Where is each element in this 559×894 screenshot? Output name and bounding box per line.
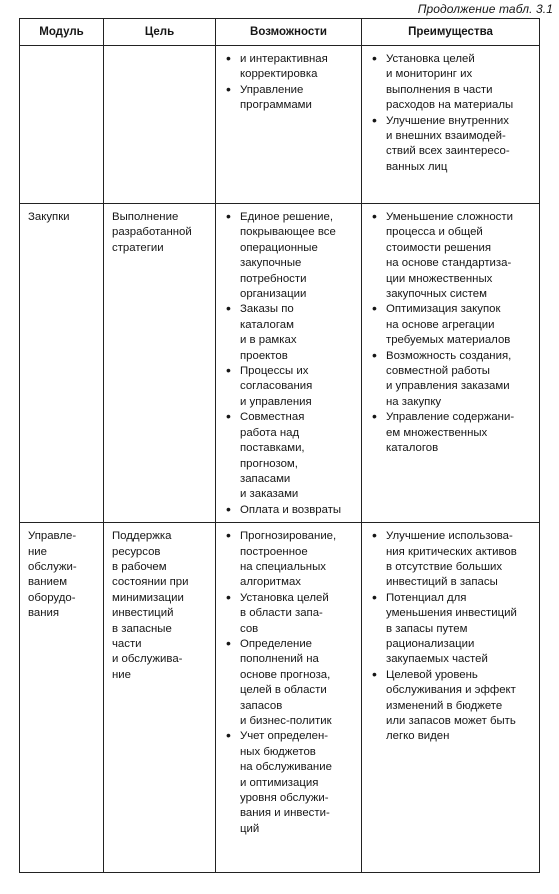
goal-cell-line: минимизации [112, 591, 184, 604]
goal-cell-line: Поддержка [112, 530, 172, 543]
features-cell [216, 523, 362, 873]
feature-item [224, 503, 355, 518]
benefit-item-line: обслуживания и эффект [386, 684, 516, 697]
goal-cell [104, 46, 216, 204]
features-cell [216, 46, 362, 204]
benefit-item-line: ем множественных [386, 426, 488, 439]
benefit-item-line: совместной работы [386, 365, 490, 378]
feature-item-line: корректировка [240, 68, 318, 81]
header-benefits: Преимущества [362, 19, 540, 46]
feature-item-line: • Единое решение, [240, 211, 334, 223]
benefit-item-line: на основе стандартиза- [386, 257, 512, 270]
feature-item-line: потребности [240, 272, 307, 285]
feature-item-line: прогнозом, [240, 457, 298, 470]
benefit-item [370, 410, 533, 456]
module-cell-line: Управле- [28, 530, 77, 543]
feature-item [224, 729, 355, 837]
goal-cell-line: в запасные [112, 622, 172, 635]
benefit-item-line: ствий всех заинтересо- [386, 145, 510, 158]
benefit-item-line: инвестиций в запасы [386, 576, 498, 589]
feature-item [224, 52, 355, 83]
benefits-list [370, 529, 533, 745]
benefit-item-line: • Уменьшение сложности [386, 211, 513, 223]
goal-cell-line: части [112, 637, 142, 650]
benefit-item-line: легко виден [386, 730, 450, 743]
feature-item [224, 529, 355, 591]
comparison-table [19, 18, 540, 873]
feature-item-line: основе прогноза, [240, 668, 331, 681]
feature-item-line: запасами [240, 472, 291, 485]
goal-cell-line: Выполнение [112, 211, 179, 223]
benefit-item-line: стоимости решения [386, 241, 492, 254]
benefit-item-line: рационализации [386, 637, 475, 650]
feature-item [224, 591, 355, 637]
table-header-row [20, 19, 540, 46]
feature-item-line: согласования [240, 380, 313, 393]
feature-item-line: • Определение [240, 637, 313, 650]
module-cell-line: ванием [28, 576, 68, 589]
table-continuation-caption: Продолжение табл. 3.1 [417, 2, 553, 16]
features-list [224, 210, 355, 518]
benefits-list [370, 52, 533, 175]
benefit-item-line: расходов на материалы [386, 99, 514, 112]
feature-item-line: • Процессы их [240, 365, 309, 378]
feature-item-line: пополнений на [240, 653, 319, 666]
module-cell-line: Закупки [28, 211, 70, 223]
module-cell [20, 523, 104, 873]
module-cell-line: ние [28, 545, 47, 558]
feature-item-line: сов [240, 622, 259, 635]
benefit-item-line: ния критических активов [386, 545, 517, 558]
benefit-item-line: выполнения в части [386, 83, 493, 96]
benefit-item-line: процесса и общей [386, 226, 483, 239]
benefit-item [370, 114, 533, 176]
feature-item-line: и управления [240, 395, 312, 408]
benefit-item [370, 529, 533, 591]
benefit-item-line: закупаемых частей [386, 653, 488, 666]
module-cell-line: оборудо- [28, 591, 76, 604]
feature-item-line: и заказами [240, 488, 299, 501]
benefit-item [370, 591, 533, 668]
feature-item-line: поставками, [240, 442, 305, 455]
benefit-item-line: закупочных систем [386, 288, 487, 301]
feature-item-line: покрывающее все [240, 226, 336, 239]
feature-item-line: • Заказы по [240, 303, 294, 316]
feature-item-line: вания и инвести- [240, 807, 330, 820]
goal-cell-line: состоянии при [112, 576, 189, 589]
header-features: Возможности [216, 19, 362, 46]
benefit-item [370, 302, 533, 348]
feature-item-line: целей в области [240, 684, 327, 697]
feature-item-line: закупочные [240, 257, 302, 270]
benefit-item-line: • Возможность создания, [386, 349, 512, 362]
features-cell [216, 204, 362, 523]
goal-cell-line: инвестиций [112, 607, 174, 620]
feature-item-line: на обслуживание [240, 761, 332, 774]
table-row [20, 46, 540, 204]
feature-item [224, 302, 355, 364]
benefit-item-line: или запасов может быть [386, 715, 516, 727]
feature-item-line: • Учет определен- [240, 730, 329, 743]
benefit-item-line: и мониторинг их [386, 68, 473, 81]
features-list [224, 52, 355, 114]
feature-item-line: • Совместная [240, 411, 305, 424]
feature-item-line: построенное [240, 545, 308, 558]
benefit-item-line: • Управление содержани- [386, 411, 515, 424]
feature-item-line: • Установка целей [240, 591, 329, 604]
goal-cell [104, 523, 216, 873]
module-cell [20, 46, 104, 204]
goal-cell-line: ние [112, 668, 131, 681]
table-row [20, 523, 540, 873]
benefit-item [370, 349, 533, 411]
feature-item-line: работа над [240, 426, 300, 439]
benefit-item-line: • Улучшение использова- [386, 530, 513, 543]
feature-item-line: проектов [240, 349, 288, 362]
feature-item [224, 210, 355, 302]
benefits-cell [362, 46, 540, 204]
goal-cell-line: и обслужива- [112, 653, 183, 666]
benefits-list [370, 210, 533, 457]
benefit-item-line: на основе агрегации [386, 318, 495, 331]
feature-item-line: • Прогнозирование, [240, 530, 337, 543]
table-row [20, 204, 540, 523]
goal-cell-line: в рабочем [112, 560, 167, 573]
feature-item-line: • Управление [240, 83, 304, 96]
feature-item-line: на специальных [240, 560, 326, 573]
benefit-item-line: и внешних взаимодей- [386, 130, 506, 143]
feature-item-line: уровня обслужи- [240, 792, 329, 805]
benefits-cell [362, 523, 540, 873]
benefit-item-line: • Потенциал для [386, 591, 467, 604]
feature-item-line: и бизнес-политик [240, 715, 332, 727]
feature-item-line: операционные [240, 241, 318, 254]
feature-item-line: • Оплата и возвраты [240, 503, 342, 516]
feature-item-line: и оптимизация [240, 776, 319, 789]
feature-item-line: • и интерактивная [240, 53, 328, 65]
benefit-item-line: требуемых материалов [386, 334, 511, 347]
goal-cell-line: ресурсов [112, 545, 161, 558]
goal-cell [104, 204, 216, 523]
header-goal: Цель [104, 19, 216, 46]
header-module: Модуль [20, 19, 104, 46]
goal-cell-line: стратегии [112, 241, 164, 254]
feature-item-line: организации [240, 288, 307, 301]
feature-item-line: каталогам [240, 318, 294, 331]
benefit-item-line: и управления заказами [386, 380, 510, 393]
feature-item-line: программами [240, 99, 312, 112]
benefit-item-line: • Установка целей [386, 53, 475, 65]
benefit-item-line: ции множественных [386, 272, 493, 285]
goal-cell-line: разработанной [112, 226, 192, 239]
benefit-item-line: в отсутствие больших [386, 560, 503, 573]
feature-item-line: запасов [240, 699, 283, 712]
feature-item [224, 83, 355, 114]
feature-item [224, 637, 355, 729]
benefit-item-line: на закупку [386, 395, 442, 408]
feature-item-line: алгоритмах [240, 576, 301, 589]
module-cell-line: обслужи- [28, 560, 77, 573]
benefits-cell [362, 204, 540, 523]
benefit-item [370, 668, 533, 745]
benefit-item-line: уменьшения инвестиций [386, 607, 517, 620]
feature-item-line: ций [240, 822, 260, 835]
benefit-item-line: • Целевой уровень [386, 668, 478, 681]
benefit-item-line: изменений в бюджете [386, 699, 503, 712]
feature-item [224, 364, 355, 410]
feature-item [224, 410, 355, 502]
benefit-item-line: • Улучшение внутренних [386, 114, 509, 127]
benefit-item [370, 52, 533, 114]
features-list [224, 529, 355, 837]
module-cell [20, 204, 104, 523]
module-cell-line: вания [28, 607, 60, 620]
benefit-item [370, 210, 533, 302]
benefit-item-line: • Оптимизация закупок [386, 303, 501, 316]
benefit-item-line: ванных лиц [386, 160, 448, 173]
feature-item-line: и в рамках [240, 334, 297, 347]
benefit-item-line: каталогов [386, 442, 439, 455]
feature-item-line: в области запа- [240, 607, 323, 620]
feature-item-line: ных бюджетов [240, 745, 316, 758]
benefit-item-line: в запасы путем [386, 622, 468, 635]
